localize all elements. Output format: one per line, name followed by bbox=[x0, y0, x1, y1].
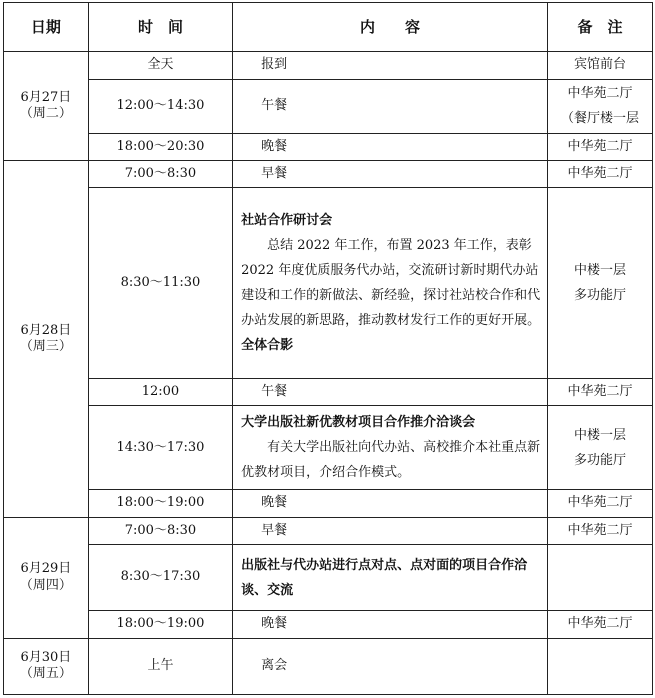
date-cell bbox=[4, 52, 89, 161]
time-cell: 14:30～17:30 bbox=[88, 405, 232, 490]
note-cell: 宾馆前台 bbox=[548, 52, 653, 79]
note-cell bbox=[548, 79, 653, 133]
content-cell bbox=[233, 405, 548, 490]
date-cell bbox=[4, 161, 89, 518]
time-cell: 上午 bbox=[88, 638, 232, 695]
weekday-label: （周二） bbox=[19, 106, 72, 122]
note-cell: 中华苑二厅 bbox=[548, 378, 653, 405]
date-label: 6月27日 bbox=[20, 89, 72, 105]
note-cell: 中华苑二厅 bbox=[548, 517, 653, 544]
note-line: 多功能厅 bbox=[574, 287, 627, 303]
session-title: 出版社与代办站进行点对点、点对面的项目合作洽谈、交流 bbox=[241, 557, 528, 598]
table-row bbox=[4, 611, 653, 638]
time-cell: 全天 bbox=[88, 52, 232, 79]
time-cell: 7:00～8:30 bbox=[88, 161, 232, 188]
content-cell: 晚餐 bbox=[233, 490, 548, 517]
time-cell: 7:00～8:30 bbox=[88, 517, 232, 544]
header-row bbox=[4, 3, 653, 52]
time-cell: 18:00～20:30 bbox=[88, 133, 232, 160]
header-date: 日期 bbox=[4, 3, 89, 52]
note-line: （餐厅楼一层 bbox=[561, 111, 640, 127]
content-cell bbox=[233, 188, 548, 378]
header-note: 备 注 bbox=[548, 3, 653, 52]
session-subtitle: 全体合影 bbox=[241, 337, 294, 353]
note-line: 中楼一层 bbox=[574, 262, 627, 278]
table-row bbox=[4, 52, 653, 79]
table-row bbox=[4, 188, 653, 378]
date-cell bbox=[4, 517, 89, 638]
table-row bbox=[4, 638, 653, 695]
date-label: 6月29日 bbox=[20, 561, 72, 577]
session-title: 社站合作研讨会 bbox=[241, 212, 333, 228]
note-cell: 中华苑二厅 bbox=[548, 161, 653, 188]
session-body: 有关大学出版社向代办站、高校推介本社重点新优教材项目，介绍合作模式。 bbox=[241, 440, 541, 481]
time-cell: 8:30～17:30 bbox=[88, 544, 232, 610]
table-row bbox=[4, 490, 653, 517]
time-cell: 18:00～19:00 bbox=[88, 490, 232, 517]
weekday-label: （周五） bbox=[19, 666, 72, 682]
weekday-label: （周三） bbox=[19, 338, 72, 354]
weekday-label: （周四） bbox=[19, 577, 72, 593]
content-cell: 离会 bbox=[233, 638, 548, 695]
time-cell: 12:00 bbox=[88, 378, 232, 405]
note-cell: 中华苑二厅 bbox=[548, 133, 653, 160]
table-row bbox=[4, 133, 653, 160]
table-row bbox=[4, 79, 653, 133]
note-line: 中华苑二厅 bbox=[567, 86, 633, 102]
time-cell: 12:00～14:30 bbox=[88, 79, 232, 133]
content-cell: 报到 bbox=[233, 52, 548, 79]
header-content: 内 容 bbox=[233, 3, 548, 52]
session-title: 大学出版社新优教材项目合作推介洽谈会 bbox=[241, 415, 476, 431]
content-cell: 晚餐 bbox=[233, 611, 548, 638]
table-row bbox=[4, 544, 653, 610]
date-cell bbox=[4, 638, 89, 695]
date-label: 6月30日 bbox=[20, 650, 72, 665]
content-cell: 午餐 bbox=[233, 79, 548, 133]
table-row bbox=[4, 161, 653, 188]
time-cell: 18:00～19:00 bbox=[88, 611, 232, 638]
schedule-table bbox=[3, 2, 653, 695]
header-time: 时 间 bbox=[88, 3, 232, 52]
note-line: 多功能厅 bbox=[574, 452, 627, 468]
content-cell: 早餐 bbox=[233, 517, 548, 544]
note-cell: 中华苑二厅 bbox=[548, 490, 653, 517]
table-row bbox=[4, 405, 653, 490]
content-cell: 晚餐 bbox=[233, 133, 548, 160]
note-line: 中楼一层 bbox=[574, 427, 627, 443]
date-label: 6月28日 bbox=[20, 322, 72, 338]
time-cell: 8:30～11:30 bbox=[88, 188, 232, 378]
content-cell bbox=[233, 544, 548, 610]
note-cell bbox=[548, 188, 653, 378]
note-cell bbox=[548, 638, 653, 695]
table-row bbox=[4, 378, 653, 405]
note-cell: 中华苑二厅 bbox=[548, 611, 653, 638]
content-cell: 早餐 bbox=[233, 161, 548, 188]
session-body: 总结 2022 年工作，布置 2023 年工作，表彰 2022 年度优质服务代办站，交流研讨新时期代办站建设和工作的新做法、新经验，探讨社站校合作和代办站发展的新思路，推动教材发行工作的更好开展。 bbox=[241, 237, 541, 328]
note-cell bbox=[548, 405, 653, 490]
content-cell: 午餐 bbox=[233, 378, 548, 405]
note-cell bbox=[548, 544, 653, 610]
table-row bbox=[4, 517, 653, 544]
